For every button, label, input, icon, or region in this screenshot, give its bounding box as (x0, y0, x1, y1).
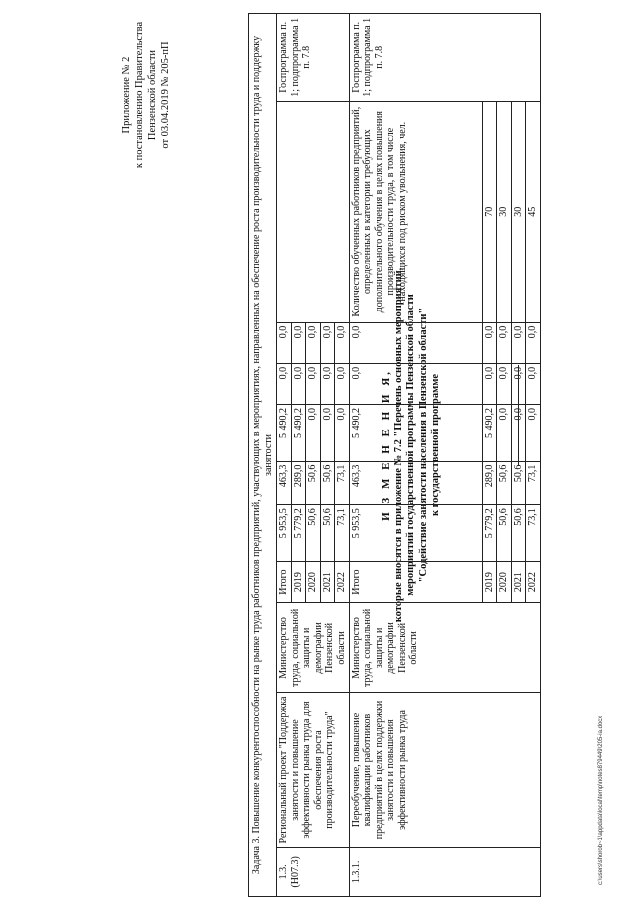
amount-regional-cell: 50,6 (320, 461, 335, 505)
amount-regional-cell: 50,6 (511, 461, 526, 505)
amount-federal-cell: 5 490,2 (277, 405, 292, 462)
amount-federal-cell: 0,0 (526, 405, 541, 462)
amount-federal-cell: 0,0 (320, 405, 335, 462)
amount-other-cell: 0,0 (482, 322, 497, 363)
amount-local-cell: 0,0 (497, 363, 512, 404)
year-cell: 2021 (511, 561, 526, 603)
row-number-cell: 1.3.1. (349, 847, 540, 896)
amount-federal-cell: 0,0 (306, 405, 321, 462)
table-row (349, 14, 482, 897)
year-cell: 2019 (291, 561, 306, 603)
amount-total-cell: 73,1 (526, 505, 541, 562)
year-cell: 2022 (335, 561, 350, 603)
appendix-line-4: от 03.04.2019 № 205-пП (160, 41, 171, 149)
indicator-cell (277, 101, 350, 322)
year-cell: 2020 (306, 561, 321, 603)
year-cell: Итого (349, 561, 482, 603)
amount-local-cell: 0,0 (482, 363, 497, 404)
year-cell: 2019 (482, 561, 497, 603)
amount-regional-cell: 50,6 (497, 461, 512, 505)
amount-regional-cell: 463,3 (277, 461, 292, 505)
amount-other-cell: 0,0 (511, 322, 526, 363)
amount-federal-cell: 5 490,2 (291, 405, 306, 462)
appendix-line-3: Пензенской области (147, 49, 158, 141)
amount-total-cell: 73,1 (335, 505, 350, 562)
indicator-cell: Количество обученных работников предприятий, определенных в категории требующих дополнительного обучения в целях повышения производительности труда, в том числе находящихся под риском увольнения, чел. (349, 101, 482, 322)
executor-cell: Министерство труда, социальной защиты и демографии Пензенской области (277, 603, 350, 693)
amount-local-cell: 0,0 (526, 363, 541, 404)
amount-local-cell: 0,0 (320, 363, 335, 404)
indicator-value-cell: 70 (482, 101, 497, 322)
amount-total-cell: 5 779,2 (482, 505, 497, 562)
measure-name-cell: Региональный проект "Поддержка занятости и повышение эффективности рынка труда для обеспечения роста производительности труда" (277, 693, 350, 847)
year-cell: 2022 (526, 561, 541, 603)
amount-other-cell: 0,0 (526, 322, 541, 363)
amount-local-cell: 0,0 (306, 363, 321, 404)
amount-federal-cell: 0,0 (335, 405, 350, 462)
amount-other-cell: 0,0 (306, 322, 321, 363)
task-text: Задача 3. Повышение конкурентоспособности на рынке труда работников предприятий, участвующих в мероприятиях, направленных на обеспечение роста производительности труда и поддержку занятости (249, 14, 277, 897)
indicator-value-cell: 45 (526, 101, 541, 322)
amount-federal-cell: 0,0 (497, 405, 512, 462)
amount-local-cell: 0,0 (335, 363, 350, 404)
amount-other-cell: 0,0 (497, 322, 512, 363)
year-cell: 2020 (497, 561, 512, 603)
amount-local-cell: 0,0 (291, 363, 306, 404)
amount-federal-cell: 5 490,2 (349, 405, 482, 462)
heading-line-1: И З М Е Н Е Н И Я, (380, 369, 392, 521)
file-path: c:\users\shorob~1\appdata\local\temp\notes879449\205-ia.docx (598, 715, 604, 885)
amount-regional-cell: 73,1 (526, 461, 541, 505)
program-link-cell: Госпрограмма п. 1; подпрограмма 1 п. 7.8 (349, 14, 540, 102)
amount-federal-cell: 0,0 (511, 405, 526, 462)
amount-regional-cell: 289,0 (482, 461, 497, 505)
amount-local-cell: 0,0 (277, 363, 292, 404)
heading-line-5: к государственной программе (430, 373, 441, 517)
year-cell: 2021 (320, 561, 335, 603)
executor-cell: Министерство труда, социальной защиты и демографии Пензенской области (349, 603, 540, 693)
amount-local-cell: 0,0 (511, 363, 526, 404)
amount-federal-cell: 5 490,2 (482, 405, 497, 462)
amount-total-cell: 50,6 (306, 505, 321, 562)
divider-line (518, 365, 519, 465)
amount-total-cell: 50,6 (497, 505, 512, 562)
amount-local-cell: 0,0 (349, 363, 482, 404)
amount-other-cell: 0,0 (349, 322, 482, 363)
year-cell: Итого (277, 561, 292, 603)
amount-other-cell: 0,0 (320, 322, 335, 363)
program-link-cell: Госпрограмма п. 1; подпрограмма 1 п. 7.8 (277, 14, 350, 102)
amount-total-cell: 50,6 (320, 505, 335, 562)
heading-line-2: которые вносятся в приложение № 7.2 "Перечень основных мероприятий, (392, 267, 404, 623)
heading-line-4: "Содействие занятости населения в Пензенской области" (417, 307, 429, 583)
amount-total-cell: 5 953,5 (277, 505, 292, 562)
amount-regional-cell: 463,3 (349, 461, 482, 505)
indicator-value-cell: 30 (497, 101, 512, 322)
table-row (277, 14, 292, 897)
amount-other-cell: 0,0 (277, 322, 292, 363)
amount-other-cell: 0,0 (335, 322, 350, 363)
row-number-cell: 1.3. (Н07.3) (277, 847, 350, 896)
amount-total-cell: 5 953,5 (349, 505, 482, 562)
amount-regional-cell: 289,0 (291, 461, 306, 505)
amount-regional-cell: 50,6 (306, 461, 321, 505)
appendix-line-2: к постановлению Правительства (134, 21, 145, 169)
changes-table (248, 13, 541, 897)
heading-line-3: мероприятий государственной программы Пензенской области (405, 294, 416, 596)
indicator-value-cell: 30 (511, 101, 526, 322)
appendix-line-1: Приложение № 2 (121, 56, 132, 134)
amount-total-cell: 5 779,2 (291, 505, 306, 562)
amount-other-cell: 0,0 (291, 322, 306, 363)
appendix-block (120, 15, 172, 175)
task-row (249, 14, 277, 897)
measure-name-cell: Переобучение, повышение квалификации работников предприятий в целях поддержки занятости и повышения эффективности рынка труда (349, 693, 540, 847)
amount-regional-cell: 73,1 (335, 461, 350, 505)
amount-total-cell: 50,6 (511, 505, 526, 562)
